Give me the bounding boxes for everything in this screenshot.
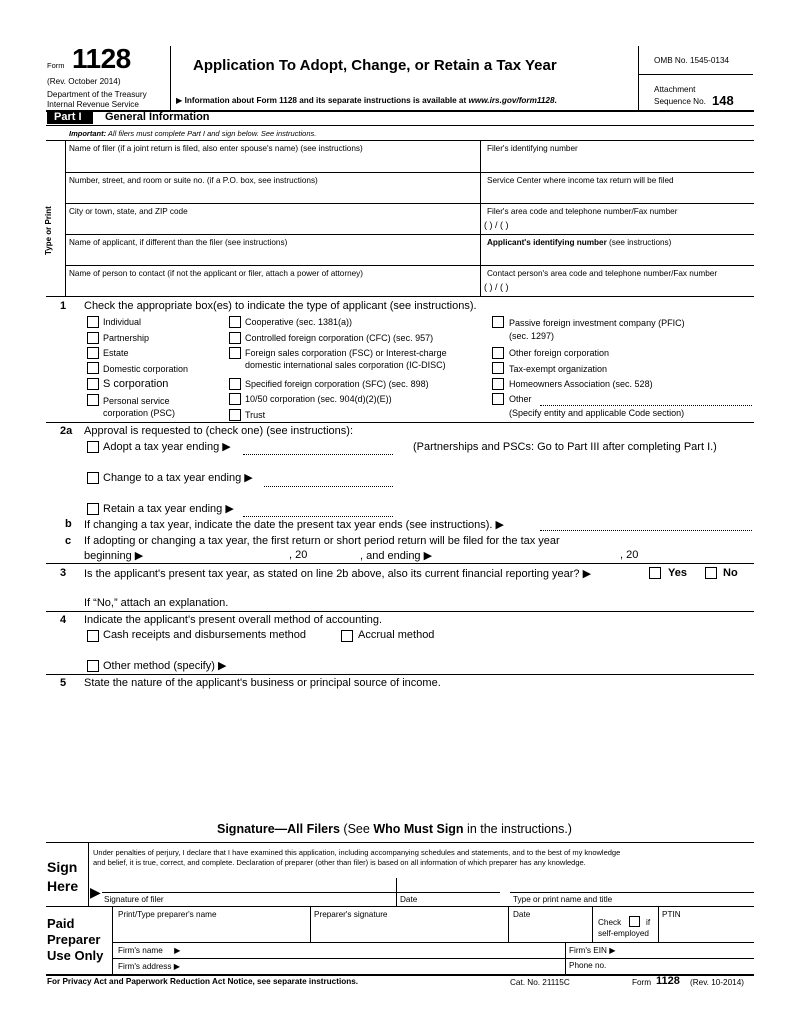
arrow-icon: ▶ <box>174 946 181 955</box>
label-ic-disc: domestic international sales corporation (IC-DISC) <box>245 360 446 370</box>
checkbox-other-foreign-corporation[interactable] <box>492 347 504 359</box>
city-label: City or town, state, and ZIP code <box>69 207 188 216</box>
label-phone: Phone no. <box>569 961 607 970</box>
arrow-icon: ▶ <box>173 962 181 971</box>
checkbox-partnership[interactable] <box>87 332 99 344</box>
department-line2: Internal Revenue Service <box>47 100 139 109</box>
checkbox-adopt[interactable] <box>87 441 99 453</box>
business-nature-field[interactable] <box>84 692 752 812</box>
part-badge-label: Part I <box>54 111 82 123</box>
applicant-id-label <box>487 238 671 247</box>
label-fsc: Foreign sales corporation (FSC) or Interest-charge <box>245 348 447 358</box>
here-label: Here <box>47 878 79 894</box>
checkbox-homeowners-association[interactable] <box>492 378 504 390</box>
adopt-date-field[interactable] <box>243 454 393 455</box>
firm-name-text: Firm's name <box>118 946 163 955</box>
label-date: Date <box>400 895 418 904</box>
checkbox-sfc[interactable] <box>229 378 241 390</box>
footer-form-word: Form <box>632 978 652 987</box>
info-suffix: . <box>554 96 557 105</box>
label-adopt <box>103 440 231 453</box>
checkbox-accrual-method[interactable] <box>341 630 353 642</box>
adopt-note: (Partnerships and PSCs: Go to Part III after completing Part I.) <box>413 441 717 453</box>
label-retain <box>103 502 234 515</box>
filer-name-field[interactable] <box>66 153 479 171</box>
sign-label: Sign <box>47 859 78 875</box>
preparer-signature-field[interactable] <box>311 921 507 941</box>
label-firm-name <box>118 945 180 955</box>
contact-phone-field[interactable]: ( ) / ( ) <box>484 282 509 292</box>
sequence-label: Sequence No. <box>654 97 706 106</box>
arrow-icon: ▶ <box>225 503 234 515</box>
line3-number: 3 <box>60 567 67 579</box>
info-line <box>176 95 557 105</box>
applicant-id-suffix: (see instructions) <box>606 238 672 247</box>
omb-number: OMB No. 1545-0134 <box>654 56 730 65</box>
label-other-foreign-corporation: Other foreign corporation <box>509 348 610 358</box>
adopt-text: Adopt a tax year ending <box>103 441 220 453</box>
arrow-icon: ▶ <box>609 946 616 955</box>
firm-ein-field[interactable] <box>630 943 752 957</box>
footer-form-number: 1128 <box>656 975 680 987</box>
contact-name-label: Name of person to contact (if not the applicant or filer, attach a power of attorney) <box>69 269 363 278</box>
label-domestic-corporation: Domestic corporation <box>103 364 189 374</box>
label-homeowners-association: Homeowners Association (sec. 528) <box>509 379 653 389</box>
checkbox-line3-yes[interactable] <box>649 567 661 579</box>
and-ending-label <box>360 549 432 562</box>
label-signature-of-filer: Signature of filer <box>104 895 164 904</box>
form-number: 1128 <box>72 43 131 74</box>
label-yes: Yes <box>668 567 687 579</box>
preparer-name-field[interactable] <box>113 921 309 941</box>
arrow-icon: ▶ <box>176 96 183 105</box>
line2a-number: 2a <box>60 425 73 437</box>
label-pfic-sec: (sec. 1297) <box>509 331 555 341</box>
form-title: Application To Adopt, Change, or Retain a Tax Year <box>193 57 557 74</box>
checkbox-individual[interactable] <box>87 316 99 328</box>
label-firm-address <box>118 961 180 971</box>
label-trust: Trust <box>245 410 266 420</box>
line5-text: State the nature of the applicant's business or principal source of income. <box>84 677 441 689</box>
cat-number: Cat. No. 21115C <box>510 978 570 987</box>
arrow-icon: ▶ <box>222 441 231 453</box>
firm-address-field[interactable] <box>195 959 563 973</box>
arrow-icon: ▶ <box>582 568 592 580</box>
checkbox-retain[interactable] <box>87 503 99 515</box>
comma-20-end: , 20 <box>620 549 639 561</box>
beginning-label <box>84 549 143 562</box>
service-center-field[interactable] <box>481 185 753 202</box>
change-date-field[interactable] <box>264 486 393 487</box>
short-period-begin-field[interactable] <box>155 548 285 561</box>
label-type-name-title: Type or print name and title <box>513 895 613 904</box>
signature-heading <box>217 822 572 836</box>
arrow-icon: ▶ <box>495 519 504 531</box>
firm-name-field[interactable] <box>195 943 563 957</box>
other-entity-field[interactable] <box>540 405 752 406</box>
info-text: Information about Form 1128 and its separate instructions is available at <box>184 96 469 105</box>
line3-text <box>84 567 591 580</box>
sign-here-arrow-icon: ▶ <box>90 884 101 900</box>
label-other-method <box>103 659 226 672</box>
label-individual: Individual <box>103 317 142 327</box>
label-cfc: Controlled foreign corporation (CFC) (sec. 957) <box>245 333 434 343</box>
firm-phone-field[interactable] <box>615 959 752 973</box>
line2b-text <box>84 518 504 531</box>
preparer-date-field[interactable] <box>509 921 591 941</box>
line5-number: 5 <box>60 677 67 689</box>
label-partnership: Partnership <box>103 333 150 343</box>
label-check: Check <box>598 918 622 927</box>
contact-name-field[interactable] <box>66 278 479 295</box>
label-accrual-method: Accrual method <box>358 629 435 641</box>
other-method-field[interactable] <box>240 658 752 672</box>
line2c-number: c <box>65 535 72 547</box>
line2a-text: Approval is requested to (check one) (see instructions): <box>84 425 354 437</box>
label-ptin: PTIN <box>662 910 681 919</box>
important-label: Important: <box>69 129 107 138</box>
privacy-notice: For Privacy Act and Paperwork Reduction Act Notice, see separate instructions. <box>47 977 359 986</box>
line2c-text: If adopting or changing a tax year, the first return or short period return will be filed for the tax year <box>84 535 560 547</box>
checkbox-pfic[interactable] <box>492 316 504 328</box>
change-text: Change to a tax year ending <box>103 472 242 484</box>
use-only-label: Use Only <box>47 948 104 963</box>
label-preparer-signature: Preparer's signature <box>314 910 388 919</box>
checkbox-change[interactable] <box>87 472 99 484</box>
checkbox-other-entity[interactable] <box>492 393 504 405</box>
checkbox-personal-service[interactable] <box>87 394 99 406</box>
service-center-label: Service Center where income tax return will be filed <box>487 176 674 185</box>
retain-date-field[interactable] <box>243 516 393 517</box>
who-must-sign: Who Must Sign <box>373 822 464 836</box>
filer-id-field[interactable] <box>481 153 753 171</box>
checkbox-domestic-corporation[interactable] <box>87 362 99 374</box>
label-psc: corporation (PSC) <box>103 408 176 418</box>
filer-date-field[interactable] <box>398 876 496 892</box>
paid-label: Paid <box>47 916 75 931</box>
penalty-line2: and belief, it is true, correct, and complete. Declaration of preparer (other than filer) is based on all information of which preparer has any knowledge. <box>93 858 586 867</box>
label-if: if <box>646 918 651 927</box>
irs-url-link[interactable]: www.irs.gov/form1128 <box>468 96 555 105</box>
filer-signature-field[interactable] <box>102 876 394 892</box>
checkbox-s-corporation[interactable] <box>87 378 99 390</box>
label-10-50-corporation: 10/50 corporation (sec. 904(d)(2)(E)) <box>245 394 392 404</box>
department-line1: Department of the Treasury <box>47 90 147 99</box>
line1-number: 1 <box>60 300 67 312</box>
sequence-number: 148 <box>712 93 734 108</box>
retain-text: Retain a tax year ending <box>103 503 223 515</box>
important-note <box>69 129 316 138</box>
label-tax-exempt: Tax-exempt organization <box>509 364 608 374</box>
preparer-label: Preparer <box>47 932 101 947</box>
beginning-text: beginning <box>84 550 132 562</box>
checkbox-trust[interactable] <box>229 409 241 421</box>
arrow-icon: ▶ <box>134 550 144 562</box>
applicant-name-field[interactable] <box>66 247 479 264</box>
applicant-id-bold: Applicant's identifying number <box>487 238 607 247</box>
label-firm-ein <box>569 945 616 955</box>
firm-ein-text: Firm's EIN <box>569 946 607 955</box>
line1-text: Check the appropriate box(es) to indicate the type of applicant (see instructions). <box>84 300 477 312</box>
address-label: Number, street, and room or suite no. (if a P.O. box, see instructions) <box>69 176 318 185</box>
comma-20-begin: , 20 <box>289 549 308 561</box>
line3-explanation-field[interactable] <box>84 581 752 595</box>
checkbox-cfc[interactable] <box>229 332 241 344</box>
part-badge <box>47 111 93 124</box>
line2b-label: If changing a tax year, indicate the date the present tax year ends (see instructions). <box>84 519 493 531</box>
signature-heading-bold: Signature—All Filers <box>217 822 340 836</box>
type-or-print-label: Type or Print <box>44 206 53 255</box>
signature-heading-end: in the instructions.) <box>463 822 572 836</box>
arrow-icon: ▶ <box>244 472 253 484</box>
applicant-name-label: Name of applicant, if different than the filer (see instructions) <box>69 238 288 247</box>
label-cash-method: Cash receipts and disbursements method <box>103 629 306 641</box>
other-method-text: Other method (specify) <box>103 660 215 672</box>
label-self-employed: self-employed <box>598 929 649 938</box>
signature-heading-mid: (See <box>339 822 374 836</box>
label-pfic: Passive foreign investment company (PFIC) <box>509 318 685 328</box>
checkbox-fsc[interactable] <box>229 347 241 359</box>
filer-name-label: Name of filer (if a joint return is filed, also enter spouse's name) (see instructions) <box>69 144 363 153</box>
ptin-field[interactable] <box>659 921 753 941</box>
address-field[interactable] <box>66 185 479 202</box>
attachment-label: Attachment <box>654 85 696 94</box>
and-ending-text: , and ending <box>360 550 421 562</box>
part-title: General Information <box>105 111 210 123</box>
label-other-entity: Other <box>509 394 532 404</box>
line3-label: Is the applicant's present tax year, as stated on line 2b above, also its current financial reporting year? <box>84 568 580 580</box>
arrow-icon: ▶ <box>217 660 227 672</box>
label-no: No <box>723 567 738 579</box>
revision-date: (Rev. October 2014) <box>47 77 121 86</box>
contact-phone-label: Contact person's area code and telephone number/Fax number <box>487 269 718 278</box>
label-s-corporation: S corporation <box>103 378 169 390</box>
footer-revision: (Rev. 10-2014) <box>690 978 745 987</box>
checkbox-self-employed[interactable] <box>629 916 640 927</box>
filer-name-title-field[interactable] <box>510 876 752 892</box>
present-tax-year-end-field[interactable] <box>540 530 752 531</box>
checkbox-estate[interactable] <box>87 347 99 359</box>
firm-address-text: Firm's address <box>118 962 172 971</box>
applicant-id-field[interactable] <box>481 247 753 264</box>
checkbox-other-method[interactable] <box>87 660 99 672</box>
label-personal-service: Personal service <box>103 396 170 406</box>
form-word: Form <box>47 61 65 70</box>
short-period-end-field[interactable] <box>440 548 615 561</box>
checkbox-cash-method[interactable] <box>87 630 99 642</box>
arrow-icon: ▶ <box>423 550 433 562</box>
checkbox-tax-exempt[interactable] <box>492 362 504 374</box>
filer-phone-field[interactable]: ( ) / ( ) <box>484 220 509 230</box>
label-sfc: Specified foreign corporation (SFC) (sec. 898) <box>245 379 429 389</box>
filer-id-label: Filer's identifying number <box>487 144 578 153</box>
label-change <box>103 471 253 484</box>
line2b-number: b <box>65 518 72 530</box>
line4-number: 4 <box>60 614 67 626</box>
label-cooperative: Cooperative (sec. 1381(a)) <box>245 317 353 327</box>
checkbox-10-50-corporation[interactable] <box>229 393 241 405</box>
label-estate: Estate <box>103 348 129 358</box>
label-print-preparer-name: Print/Type preparer's name <box>118 910 217 919</box>
filer-phone-label: Filer's area code and telephone number/Fax number <box>487 207 678 216</box>
important-text: All filers must complete Part I and sign below. See instructions. <box>106 129 317 138</box>
line3-note: If “No,” attach an explanation. <box>84 597 229 609</box>
label-preparer-date: Date <box>513 910 531 919</box>
checkbox-line3-no[interactable] <box>705 567 717 579</box>
label-specify-entity: (Specify entity and applicable Code section) <box>509 408 685 418</box>
city-field[interactable] <box>66 216 479 233</box>
checkbox-cooperative[interactable] <box>229 316 241 328</box>
line4-text: Indicate the applicant's present overall method of accounting. <box>84 614 383 626</box>
penalty-line1: Under penalties of perjury, I declare that I have examined this application, including accompanying schedules and statements, and to the best of my knowledge <box>93 848 621 857</box>
